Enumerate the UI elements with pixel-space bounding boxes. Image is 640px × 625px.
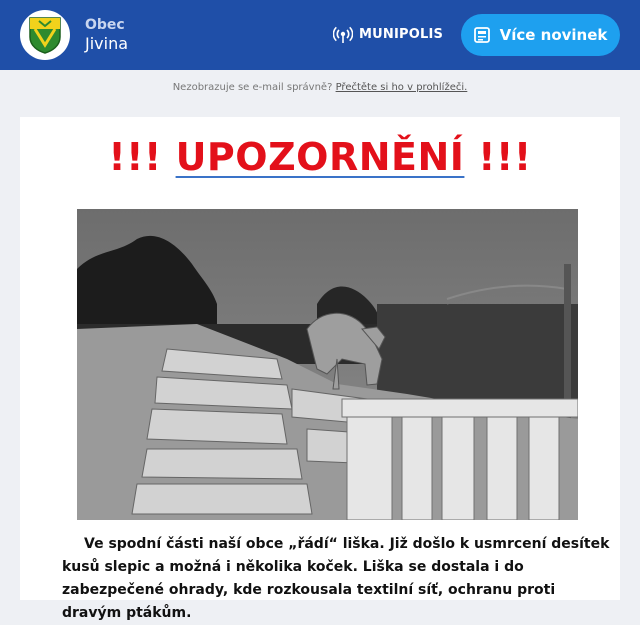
signal-broadcast-icon [333, 24, 353, 44]
organization-name [85, 16, 128, 54]
org-name: Jivina [85, 34, 129, 53]
headline-prefix: !!! [108, 135, 162, 179]
fox-photo [77, 209, 578, 520]
platform-name: MUNIPOLIS [359, 26, 444, 42]
email-display-notice [0, 82, 640, 96]
headline-word: UPOZORNĚNÍ [175, 135, 465, 179]
platform-brand[interactable] [333, 24, 443, 44]
top-bar [0, 0, 640, 70]
village-coat-of-arms-icon[interactable] [20, 10, 70, 60]
newspaper-icon [474, 27, 490, 43]
view-in-browser-link[interactable]: Přečtěte si ho v prohlížeči. [335, 82, 468, 93]
article-paragraph: Ve spodní části naší obce „řádí“ liška. Již došlo k usmrcení desítek kusů slepic a možná i několika koček. Liška se dostala i do zabezpečené ohrady, kde rozkousala textilní síť, ochranu proti dravým ptákům. [62, 536, 610, 621]
more-news-label: Více novinek [499, 26, 608, 44]
article-headline [20, 135, 620, 179]
more-news-button[interactable] [461, 14, 620, 56]
headline-suffix: !!! [478, 135, 532, 179]
notice-text: Nezobrazuje se e-mail správně? [172, 82, 333, 93]
article-body [62, 533, 616, 625]
article-card [20, 117, 620, 621]
org-label: Obec [85, 17, 125, 33]
